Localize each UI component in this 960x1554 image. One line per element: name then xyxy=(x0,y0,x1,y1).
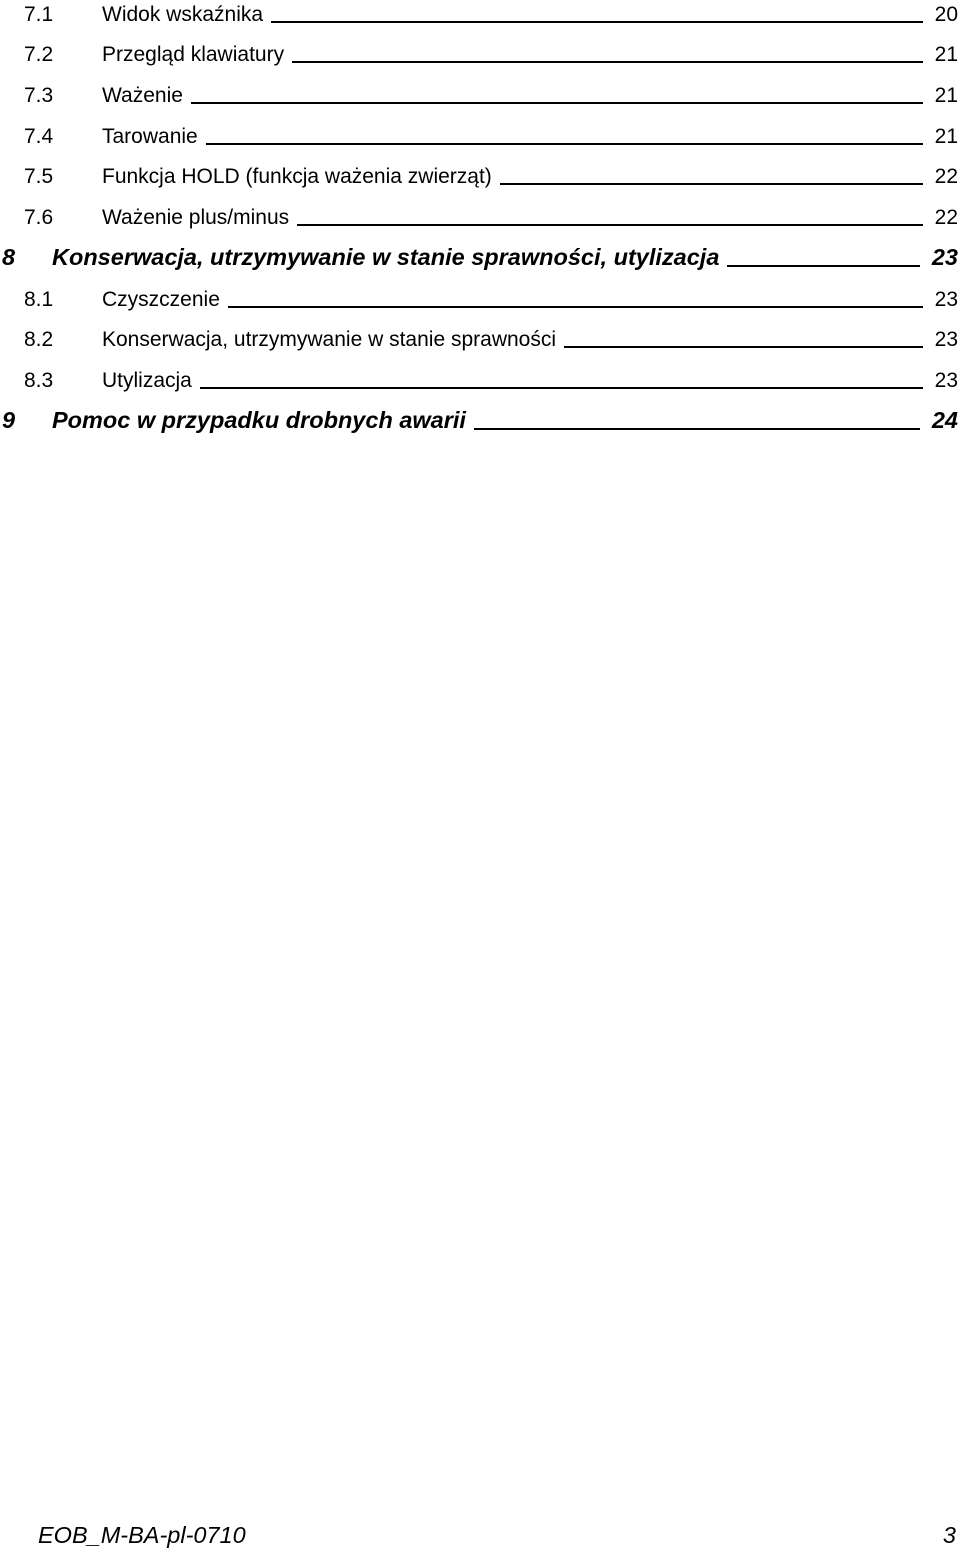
toc-entry-number: 7.5 xyxy=(24,165,54,189)
toc-entry-number: 8.3 xyxy=(24,368,54,392)
toc-entry-7-5[interactable] xyxy=(0,155,960,196)
toc-leader-line xyxy=(271,21,923,23)
toc-entry-page: 20 xyxy=(934,2,958,26)
toc-entry-7-6[interactable] xyxy=(0,195,960,236)
toc-entry-page: 21 xyxy=(934,84,958,108)
toc-entry-number: 8.2 xyxy=(24,328,54,352)
toc-entry-page: 21 xyxy=(934,43,958,67)
toc-entry-8[interactable] xyxy=(0,236,960,277)
toc-leader-line xyxy=(500,183,923,185)
toc-entry-title: Przegląd klawiatury xyxy=(102,43,285,67)
toc-leader-line xyxy=(200,387,923,389)
toc-entry-7-1[interactable] xyxy=(0,0,960,33)
toc-entry-9[interactable] xyxy=(0,399,960,440)
page-number: 3 xyxy=(942,1522,956,1548)
toc-leader-line xyxy=(474,428,920,430)
toc-entry-title: Konserwacja, utrzymywanie w stanie sprawności, utylizacja xyxy=(52,243,720,270)
toc-entry-page: 22 xyxy=(934,165,958,189)
toc-entry-7-3[interactable] xyxy=(0,73,960,114)
toc-entry-title: Tarowanie xyxy=(102,124,198,148)
toc-entry-number: 7.3 xyxy=(24,84,54,108)
toc-entry-number: 7.2 xyxy=(24,43,54,67)
toc-entry-page: 21 xyxy=(934,124,958,148)
toc-entry-number: 8.1 xyxy=(24,287,54,311)
toc-entry-number: 9 xyxy=(2,406,16,433)
toc-leader-line xyxy=(292,61,923,63)
toc-entry-title: Ważenie plus/minus xyxy=(102,206,290,230)
toc-entry-8-1[interactable] xyxy=(0,277,960,318)
toc-entry-number: 7.6 xyxy=(24,206,54,230)
toc-entry-title: Ważenie xyxy=(102,84,183,108)
toc-entry-7-2[interactable] xyxy=(0,33,960,74)
toc-leader-line xyxy=(564,346,923,348)
toc-entry-title: Pomoc w przypadku drobnych awarii xyxy=(52,406,466,433)
toc-entry-number: 8 xyxy=(2,243,16,270)
page-footer xyxy=(38,1522,956,1549)
toc-entry-8-2[interactable] xyxy=(0,318,960,359)
toc-leader-line xyxy=(191,102,923,104)
toc-entry-7-4[interactable] xyxy=(0,114,960,155)
toc-leader-line xyxy=(727,265,919,267)
toc-entry-8-3[interactable] xyxy=(0,358,960,399)
toc-entry-page: 22 xyxy=(934,206,958,230)
toc-entry-page: 24 xyxy=(931,406,958,433)
toc-entry-title: Utylizacja xyxy=(102,368,192,392)
toc-entry-number: 7.1 xyxy=(24,2,54,26)
toc-entry-page: 23 xyxy=(934,328,958,352)
table-of-contents xyxy=(0,0,960,440)
document-id: EOB_M-BA-pl-0710 xyxy=(38,1522,246,1548)
toc-entry-page: 23 xyxy=(934,287,958,311)
toc-entry-title: Funkcja HOLD (funkcja ważenia zwierząt) xyxy=(102,165,492,189)
toc-entry-page: 23 xyxy=(931,243,958,270)
toc-entry-title: Widok wskaźnika xyxy=(102,2,264,26)
toc-entry-page: 23 xyxy=(934,368,958,392)
toc-leader-line xyxy=(228,306,923,308)
toc-entry-title: Konserwacja, utrzymywanie w stanie sprawności xyxy=(102,328,557,352)
toc-entry-title: Czyszczenie xyxy=(102,287,220,311)
toc-entry-number: 7.4 xyxy=(24,124,54,148)
toc-leader-line xyxy=(206,143,923,145)
toc-leader-line xyxy=(297,224,923,226)
